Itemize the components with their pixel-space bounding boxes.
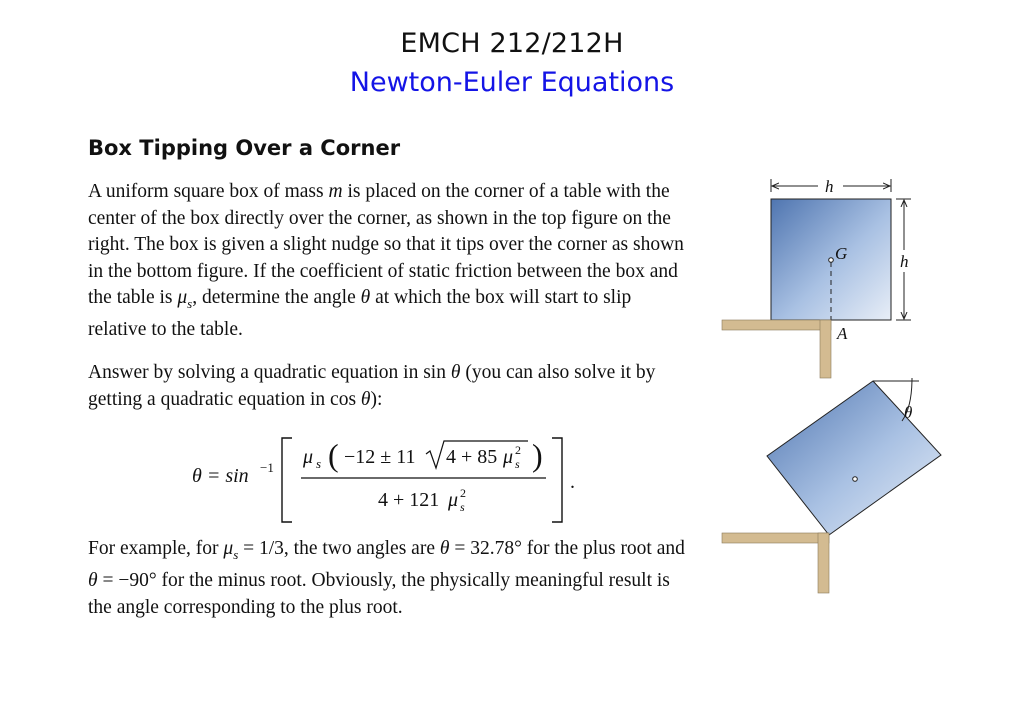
equation-lhs: θ = sin bbox=[192, 465, 249, 487]
num-mu: μ bbox=[303, 446, 314, 468]
topic-subtitle: Newton-Euler Equations bbox=[349, 67, 675, 98]
corner-label: A bbox=[837, 324, 848, 343]
section-heading: Box Tipping Over a Corner bbox=[88, 136, 401, 160]
table-leg-lower bbox=[818, 533, 829, 593]
center-label: G bbox=[835, 244, 848, 263]
solution-equation bbox=[0, 430, 700, 530]
center-of-mass-dot bbox=[829, 258, 834, 263]
equation-inverse: −1 bbox=[260, 460, 274, 475]
root-mu: μ bbox=[503, 446, 514, 468]
tilted-center-dot bbox=[853, 477, 858, 482]
root-sq: 2 bbox=[515, 443, 521, 457]
root-sub: s bbox=[515, 457, 520, 471]
table-leg-upper bbox=[820, 320, 831, 378]
table-top-upper bbox=[722, 320, 831, 330]
root-content: 4 + 85 bbox=[446, 446, 498, 468]
course-title: EMCH 212/212H bbox=[400, 28, 624, 59]
den-mu: μ bbox=[448, 489, 459, 511]
right-bracket bbox=[552, 438, 562, 522]
box-tilted bbox=[767, 381, 941, 535]
table-top-lower bbox=[722, 533, 829, 543]
denominator: 4 + 121 bbox=[378, 489, 440, 511]
worked-example: For example, for $\mu_s = 1/3$, the two angles are θ = 32.78° for the plus root and θ = −90° for the minus root. Obviously, the physically meaningful result is the angle corresponding to the plus root. bbox=[88, 538, 685, 618]
height-label: h bbox=[900, 252, 909, 271]
num-open-paren: ( bbox=[328, 437, 339, 473]
equation-period: . bbox=[570, 471, 575, 493]
num-middle: −12 ± 11 bbox=[344, 446, 416, 468]
left-bracket bbox=[282, 438, 292, 522]
box-figures bbox=[700, 160, 960, 630]
answer-instructions: Answer by solving a quadratic equation in sin θ (you can also solve it by getting a quadratic equation in cos θ): bbox=[88, 362, 656, 410]
problem-statement: A uniform square box of mass m is placed on the corner of a table with the center of the box directly over the corner, as shown in the top figure on the right. The box is given a slight nudge so that it tips over the corner as shown in the bottom figure. If the coefficient of static friction between the box and the table is $\mu_s$, determine the angle θ at which the box will start to slip relative to the table. bbox=[88, 181, 684, 341]
tilt-label: θ bbox=[904, 403, 913, 422]
den-sub: s bbox=[460, 500, 465, 514]
den-sq: 2 bbox=[460, 486, 466, 500]
num-mu-sub: s bbox=[316, 456, 322, 471]
num-close-paren: ) bbox=[532, 437, 543, 473]
width-label: h bbox=[825, 177, 834, 196]
